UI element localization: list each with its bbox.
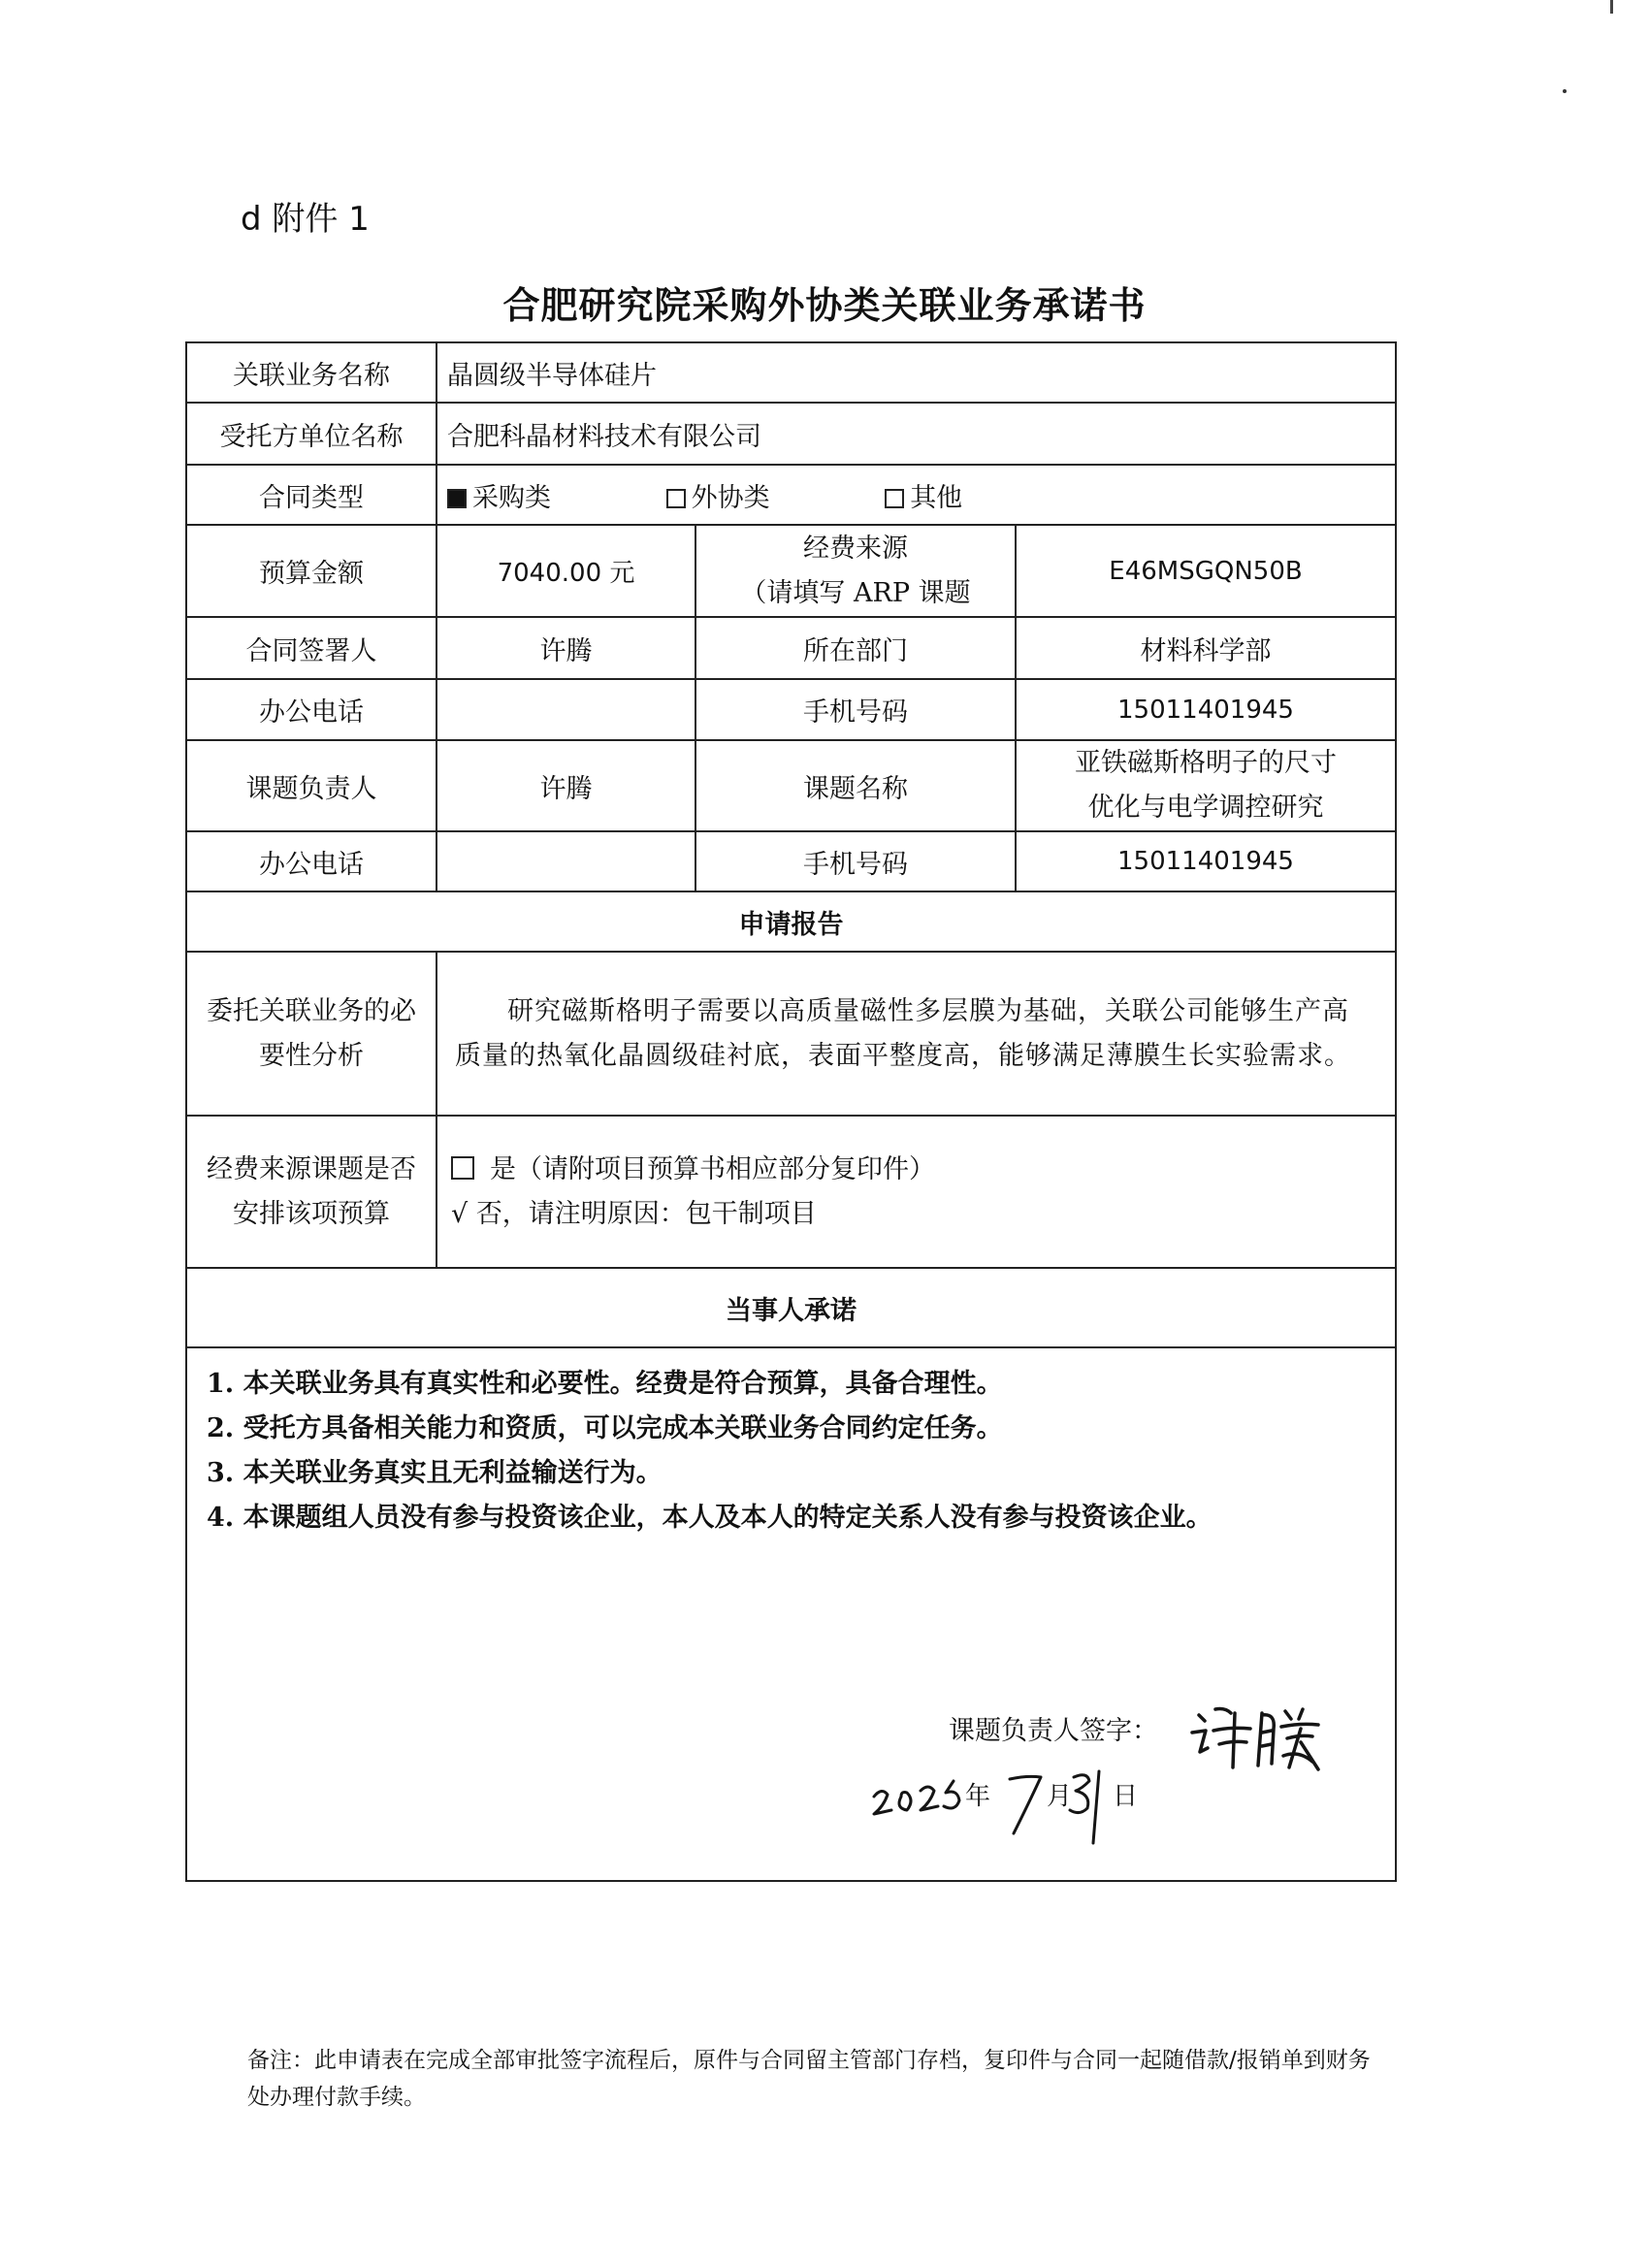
trustee-value: 合肥科晶材料技术有限公司: [436, 403, 1396, 465]
commitment-section-title: 当事人承诺: [186, 1268, 1396, 1347]
check-mark-icon: √: [451, 1198, 469, 1229]
business-name-value: 晶圆级半导体硅片: [436, 342, 1396, 403]
office-phone2-label: 办公电话: [186, 831, 436, 891]
date-month-char: 月: [1047, 1782, 1073, 1811]
option-other-label: 其他: [910, 482, 963, 513]
option-yes-label: 是（请附项目预算书相应部分复印件）: [490, 1153, 935, 1184]
budget-check-label-line1: 经费来源课题是否: [207, 1153, 416, 1184]
necessity-label: [186, 952, 436, 1116]
row-contract-type: [186, 465, 1396, 525]
row-necessity: [186, 952, 1396, 1116]
checkbox-yes[interactable]: [451, 1156, 474, 1180]
necessity-label-line1: 委托关联业务的必: [207, 995, 416, 1026]
signer-value: 许腾: [436, 617, 695, 679]
office-phone2-value: [436, 831, 695, 891]
commitment-item: 3. 本关联业务真实且无利益输送行为。: [207, 1458, 663, 1488]
option-outsourcing[interactable]: [666, 476, 770, 514]
contract-type-options: [436, 465, 1396, 525]
signer-label: 合同签署人: [186, 617, 436, 679]
department-label: 所在部门: [695, 617, 1016, 679]
fund-source-label-line2: （请填写 ARP 课题: [740, 577, 971, 608]
row-project-leader: [186, 740, 1396, 831]
option-no-label: 否，请注明原因：包干制项目: [475, 1198, 817, 1229]
row-signer: [186, 617, 1396, 679]
row-budget: [186, 525, 1396, 617]
attachment-label: d 附件 1: [241, 200, 370, 239]
mobile-value: 15011401945: [1016, 679, 1396, 740]
mobile2-label: 手机号码: [695, 831, 1016, 891]
project-name-label: 课题名称: [695, 740, 1016, 831]
row-business-name: [186, 342, 1396, 403]
row-application-header: [186, 891, 1396, 952]
budget-label: 预算金额: [186, 525, 436, 617]
option-no[interactable]: [451, 1192, 1385, 1237]
checkbox-other[interactable]: [885, 489, 904, 508]
fund-source-label-line1: 经费来源: [803, 533, 908, 564]
option-procurement[interactable]: [447, 476, 551, 514]
project-name-line1: 亚铁磁斯格明子的尺寸: [1075, 748, 1337, 778]
necessity-text: 研究磁斯格明子需要以高质量磁性多层膜为基础，关联公司能够生产高质量的热氧化晶圆级硅衬底，表面平整度高，能够满足薄膜生长实验需求。: [455, 995, 1351, 1071]
budget-check-label: [186, 1116, 436, 1268]
scan-edge-mark: [1610, 0, 1613, 14]
project-leader-value: 许腾: [436, 740, 695, 831]
row-commitments: [186, 1347, 1396, 1881]
footer-note: 备注：此申请表在完成全部审批签字流程后，原件与合同留主管部门存档，复印件与合同一起随借款/报销单到财务处办理付款手续。: [247, 2048, 1371, 2110]
date-day-char: 日: [1113, 1782, 1139, 1811]
department-value: 材料科学部: [1016, 617, 1396, 679]
row-office-phone: [186, 679, 1396, 740]
commitment-item: 4. 本课题组人员没有参与投资该企业，本人及本人的特定关系人没有参与投资该企业。: [207, 1503, 1212, 1533]
commitment-item: 2. 受托方具备相关能力和资质，可以完成本关联业务合同约定任务。: [207, 1413, 1003, 1443]
option-other[interactable]: [885, 476, 962, 514]
handwritten-signature: [187, 1348, 1390, 1880]
commitment-item: 1. 本关联业务具有真实性和必要性。经费是符合预算，具备合理性。: [207, 1369, 1003, 1399]
trustee-label: 受托方单位名称: [186, 403, 436, 465]
commitment-form-table: [185, 341, 1397, 1882]
commitment-cell: [186, 1347, 1396, 1881]
fund-source-label: [695, 525, 1016, 617]
mobile2-value: 15011401945: [1016, 831, 1396, 891]
checkbox-procurement[interactable]: [447, 489, 467, 508]
option-procurement-label: 采购类: [472, 482, 551, 513]
scan-dust-dot: [1563, 89, 1567, 93]
contract-type-label: 合同类型: [186, 465, 436, 525]
row-budget-check: [186, 1116, 1396, 1268]
budget-check-options: [436, 1116, 1396, 1268]
page-title: 合肥研究院采购外协类关联业务承诺书: [502, 284, 1147, 327]
business-name-label: 关联业务名称: [186, 342, 436, 403]
necessity-label-line2: 要性分析: [259, 1040, 364, 1071]
signature-label: 课题负责人签字：: [949, 1716, 1158, 1746]
row-commitment-header: [186, 1268, 1396, 1347]
checkbox-outsourcing[interactable]: [666, 489, 686, 508]
option-yes[interactable]: [451, 1148, 1385, 1192]
mobile-label: 手机号码: [695, 679, 1016, 740]
date-year-char: 年: [965, 1782, 991, 1811]
fund-source-value: E46MSGQN50B: [1016, 525, 1396, 617]
project-leader-label: 课题负责人: [186, 740, 436, 831]
option-outsourcing-label: 外协类: [691, 482, 770, 513]
project-name-line2: 优化与电学调控研究: [1087, 793, 1324, 823]
office-phone-label: 办公电话: [186, 679, 436, 740]
row-trustee: [186, 403, 1396, 465]
project-name-value: [1016, 740, 1396, 831]
office-phone-value: [436, 679, 695, 740]
budget-value: 7040.00 元: [436, 525, 695, 617]
application-section-title: 申请报告: [186, 891, 1396, 952]
row-office-phone-2: [186, 831, 1396, 891]
necessity-text-cell: [436, 952, 1396, 1116]
budget-check-label-line2: 安排该项预算: [233, 1198, 390, 1229]
